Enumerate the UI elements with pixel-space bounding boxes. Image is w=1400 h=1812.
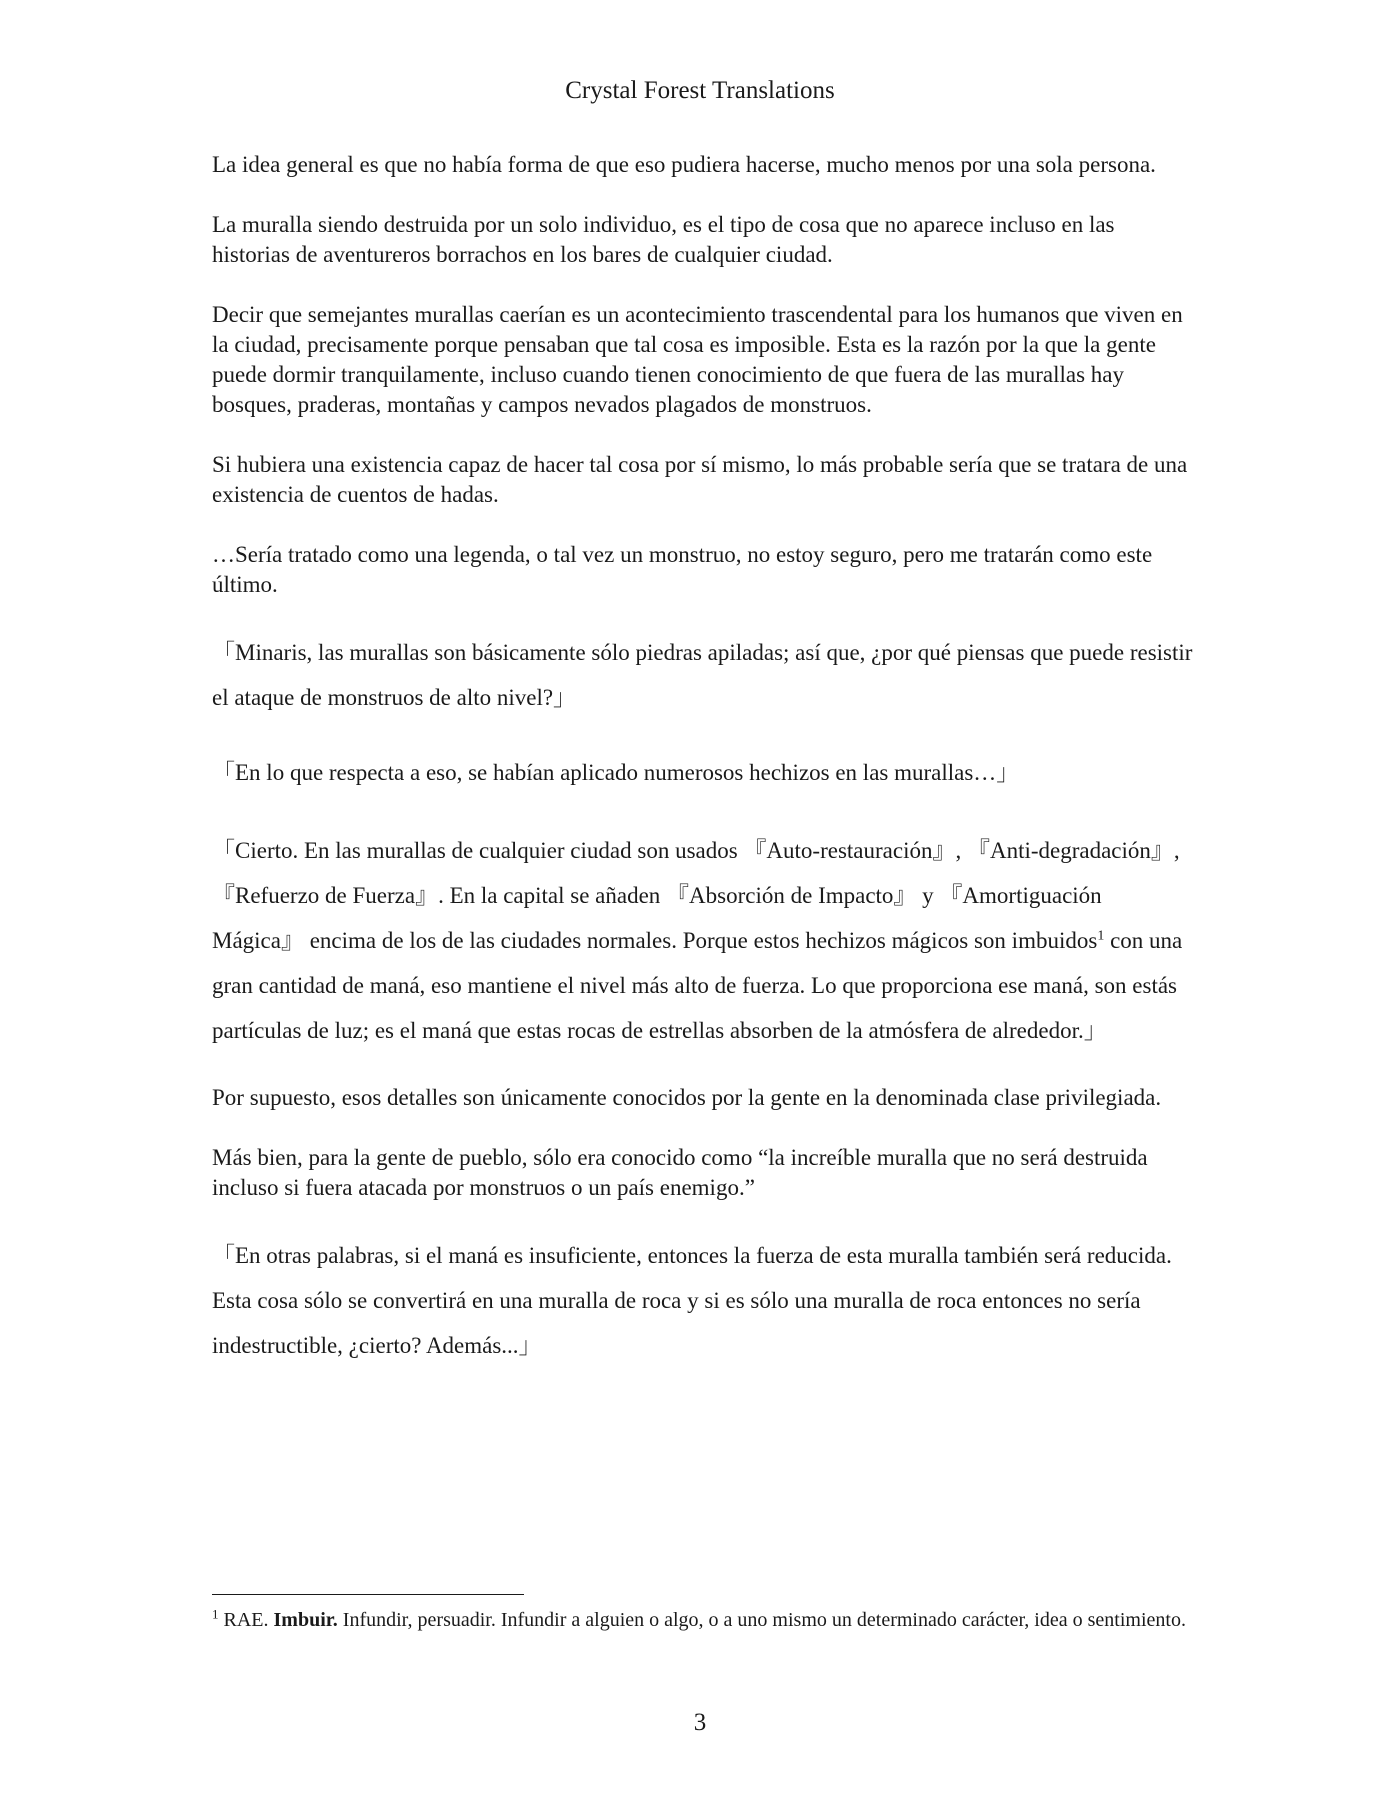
dialogue-1: 「Minaris, las murallas son básicamente sólo piedras apiladas; así que, ¿por qué piensas que puede resistir el ataque de monstruos de alto nivel?」 [212, 640, 1193, 710]
dialogue-4: 「En otras palabras, si el maná es insuficiente, entonces la fuerza de esta muralla también será reducida. Esta cosa sólo se convertirá en una muralla de roca y si es sólo una muralla de roca entonces no sería indestructible, ¿cierto? Además...」 [212, 1243, 1172, 1358]
dialogue-2: 「En lo que respecta a eso, se habían aplicado numerosos hechizos en las murallas…」 [212, 760, 1020, 785]
paragraph-6: Por supuesto, esos detalles son únicamente conocidos por la gente en la denominada clase privilegiada. [212, 1085, 1162, 1110]
paragraph-4: Si hubiera una existencia capaz de hacer tal cosa por sí mismo, lo más probable sería que se tratara de una existencia de cuentos de hadas. [212, 452, 1188, 507]
page-number: 3 [693, 1709, 707, 1736]
footnote-definition: Infundir, persuadir. Infundir a alguien o algo, o a uno mismo un determinado carácter, idea o sentimiento. [342, 1609, 1186, 1631]
dialogue-3-part-2: con una gran cantidad de maná, eso mantiene el nivel más alto de fuerza. Lo que proporciona ese maná, son estás partículas de luz; es el maná que estas rocas de estrellas absorben de la atmósfera de alrededor.」 [212, 928, 1183, 1043]
paragraph-5: …Sería tratado como una legenda, o tal vez un monstruo, no estoy seguro, pero me tratarán como este último. [212, 542, 1153, 597]
footnote-marker: 1 [212, 1606, 219, 1622]
footnote-reference: 1 [1097, 928, 1105, 944]
paragraph-1: La idea general es que no había forma de que eso pudiera hacerse, mucho menos por una sola persona. [212, 152, 1156, 177]
paragraph-7: Más bien, para la gente de pueblo, sólo era conocido como “la increíble muralla que no será destruida incluso si fuera atacada por monstruos o un país enemigo.” [212, 1145, 1148, 1200]
paragraph-3: Decir que semejantes murallas caerían es un acontecimiento trascendental para los humanos que viven en la ciudad, precisamente porque pensaban que tal cosa es imposible. Esta es la razón por la que la gente puede dormir tranquilamente, incluso cuando tienen conocimiento de que fuera de las murallas hay bosques, praderas, montañas y campos nevados plagados de monstruos. [212, 302, 1183, 417]
page-header: Crystal Forest Translations [565, 77, 835, 104]
footnote-source: RAE. [223, 1609, 269, 1631]
footnote-term: Imbuir. [273, 1609, 338, 1631]
footnote-divider [212, 1594, 524, 1595]
dialogue-3 [212, 828, 1198, 1053]
page-body [212, 150, 1198, 1398]
paragraph-2: La muralla siendo destruida por un solo individuo, es el tipo de cosa que no aparece incluso en las historias de aventureros borrachos en los bares de cualquier ciudad. [212, 212, 1115, 267]
footnote [212, 1606, 1198, 1634]
dialogue-3-part-1: 「Cierto. En las murallas de cualquier ciudad son usados 『Auto-restauración』, 『Anti-degradación』, 『Refuerzo de Fuerza』. En la capital se añaden 『Absorción de Impacto』 y 『Amortiguación Mágica』 encima de los de las ciudades normales. Porque estos hechizos mágicos son imbuidos [212, 838, 1180, 953]
